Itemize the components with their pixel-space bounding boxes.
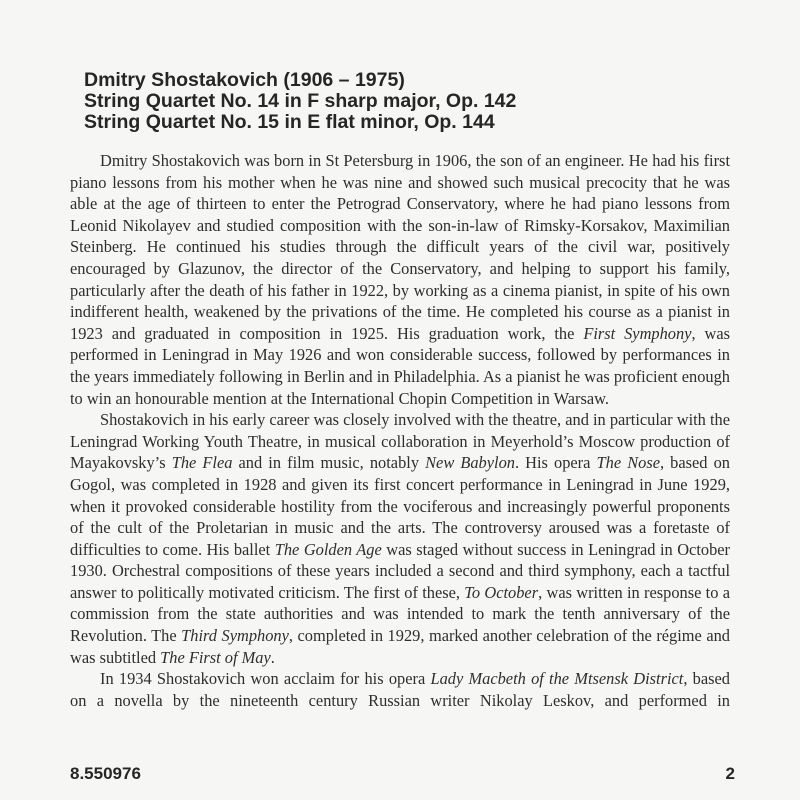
page-number: 2 [725,764,735,783]
text-run: Dmitry Shostakovich was born in St Petersburg in 1906, the son of an engineer. He had his first piano lessons from his mother when he was nine and showed such musical precocity that he was able at the age of thirteen to enter the Petrograd Conservatory, where he had piano lessons from Leonid Nikolayev and studied composition with the son-in-law of Rimsky-Korsakov, Maximilian Steinberg. He continued his studies through the difficult years of the civil war, positively encouraged by Glazunov, the director of the Conservatory, and helping to support his family, particularly after the death of his father in 1922, by working as a cinema pianist, in spite of his own indifferent health, weakened by the privations of the time. He completed his course as a pianist in 1923 and graduated in composition in 1925. His graduation work, the [70,151,730,343]
body-text [70,150,730,711]
catalogue-number: 8.550976 [70,764,141,783]
work-title-1: String Quartet No. 14 in F sharp major, Op. 142 [84,90,517,112]
italic-title: The First of May [160,647,271,667]
work-title-2: String Quartet No. 15 in E flat minor, Op. 144 [84,111,495,133]
text-run: . [270,647,275,667]
text-run: In 1934 Shostakovich won acclaim for his opera [100,669,431,689]
italic-title: New Babylon [425,453,515,473]
text-run: and in film music, notably [232,453,426,473]
paragraph [70,150,730,409]
text-run: , was written in response to a commission from the state authorities and was intended to mark the tenth anniversary of the Revolution. The [70,582,730,646]
italic-title: The Golden Age [274,539,382,559]
text-run: , based on a novella by the nineteenth century Russian writer Nikolay Leskov, and performed in [70,669,730,710]
italic-title: The Flea [171,453,233,473]
italic-title: To October [464,582,539,602]
text-run: Shostakovich in his early career was closely involved with the theatre, and in particular with the Leningrad Working Youth Theatre, in musical collaboration in Meyerhold’s Moscow production of Mayakovsky’s [70,410,730,473]
text-run: . His opera [514,453,597,473]
italic-title: Lady Macbeth of the Mtsensk District [430,669,684,689]
text-run: , was performed in Leningrad in May 1926 and won considerable success, followed by performances in the years immediately following in Berlin and in Philadelphia. As a pianist he was proficient enough to win an honourable mention at the International Chopin Competition in Warsaw. [70,323,730,408]
page-heading [84,70,516,133]
text-run: , completed in 1929, marked another celebration of the régime and was subtitled [70,626,731,667]
italic-title: Third Symphony [181,626,289,646]
text-run: was staged without success in Leningrad in October 1930. Orchestral compositions of these years included a second and third symphony, each a tactful answer to politically motivated criticism. The first of these, [70,539,731,602]
paragraph [70,668,730,711]
paragraph [70,409,730,668]
composer-title: Dmitry Shostakovich (1906 – 1975) [84,69,405,91]
text-run: , based on Gogol, was completed in 1928 and given its first concert performance in Leningrad in June 1929, when it provoked considerable hostility from the vociferous and increasingly powerful proponents of the cult of the Proletarian in music and the arts. The controversy aroused was a foretaste of difficulties to come. His ballet [70,453,730,559]
italic-title: The Nose [596,453,660,473]
italic-title: First Symphony [583,323,692,343]
